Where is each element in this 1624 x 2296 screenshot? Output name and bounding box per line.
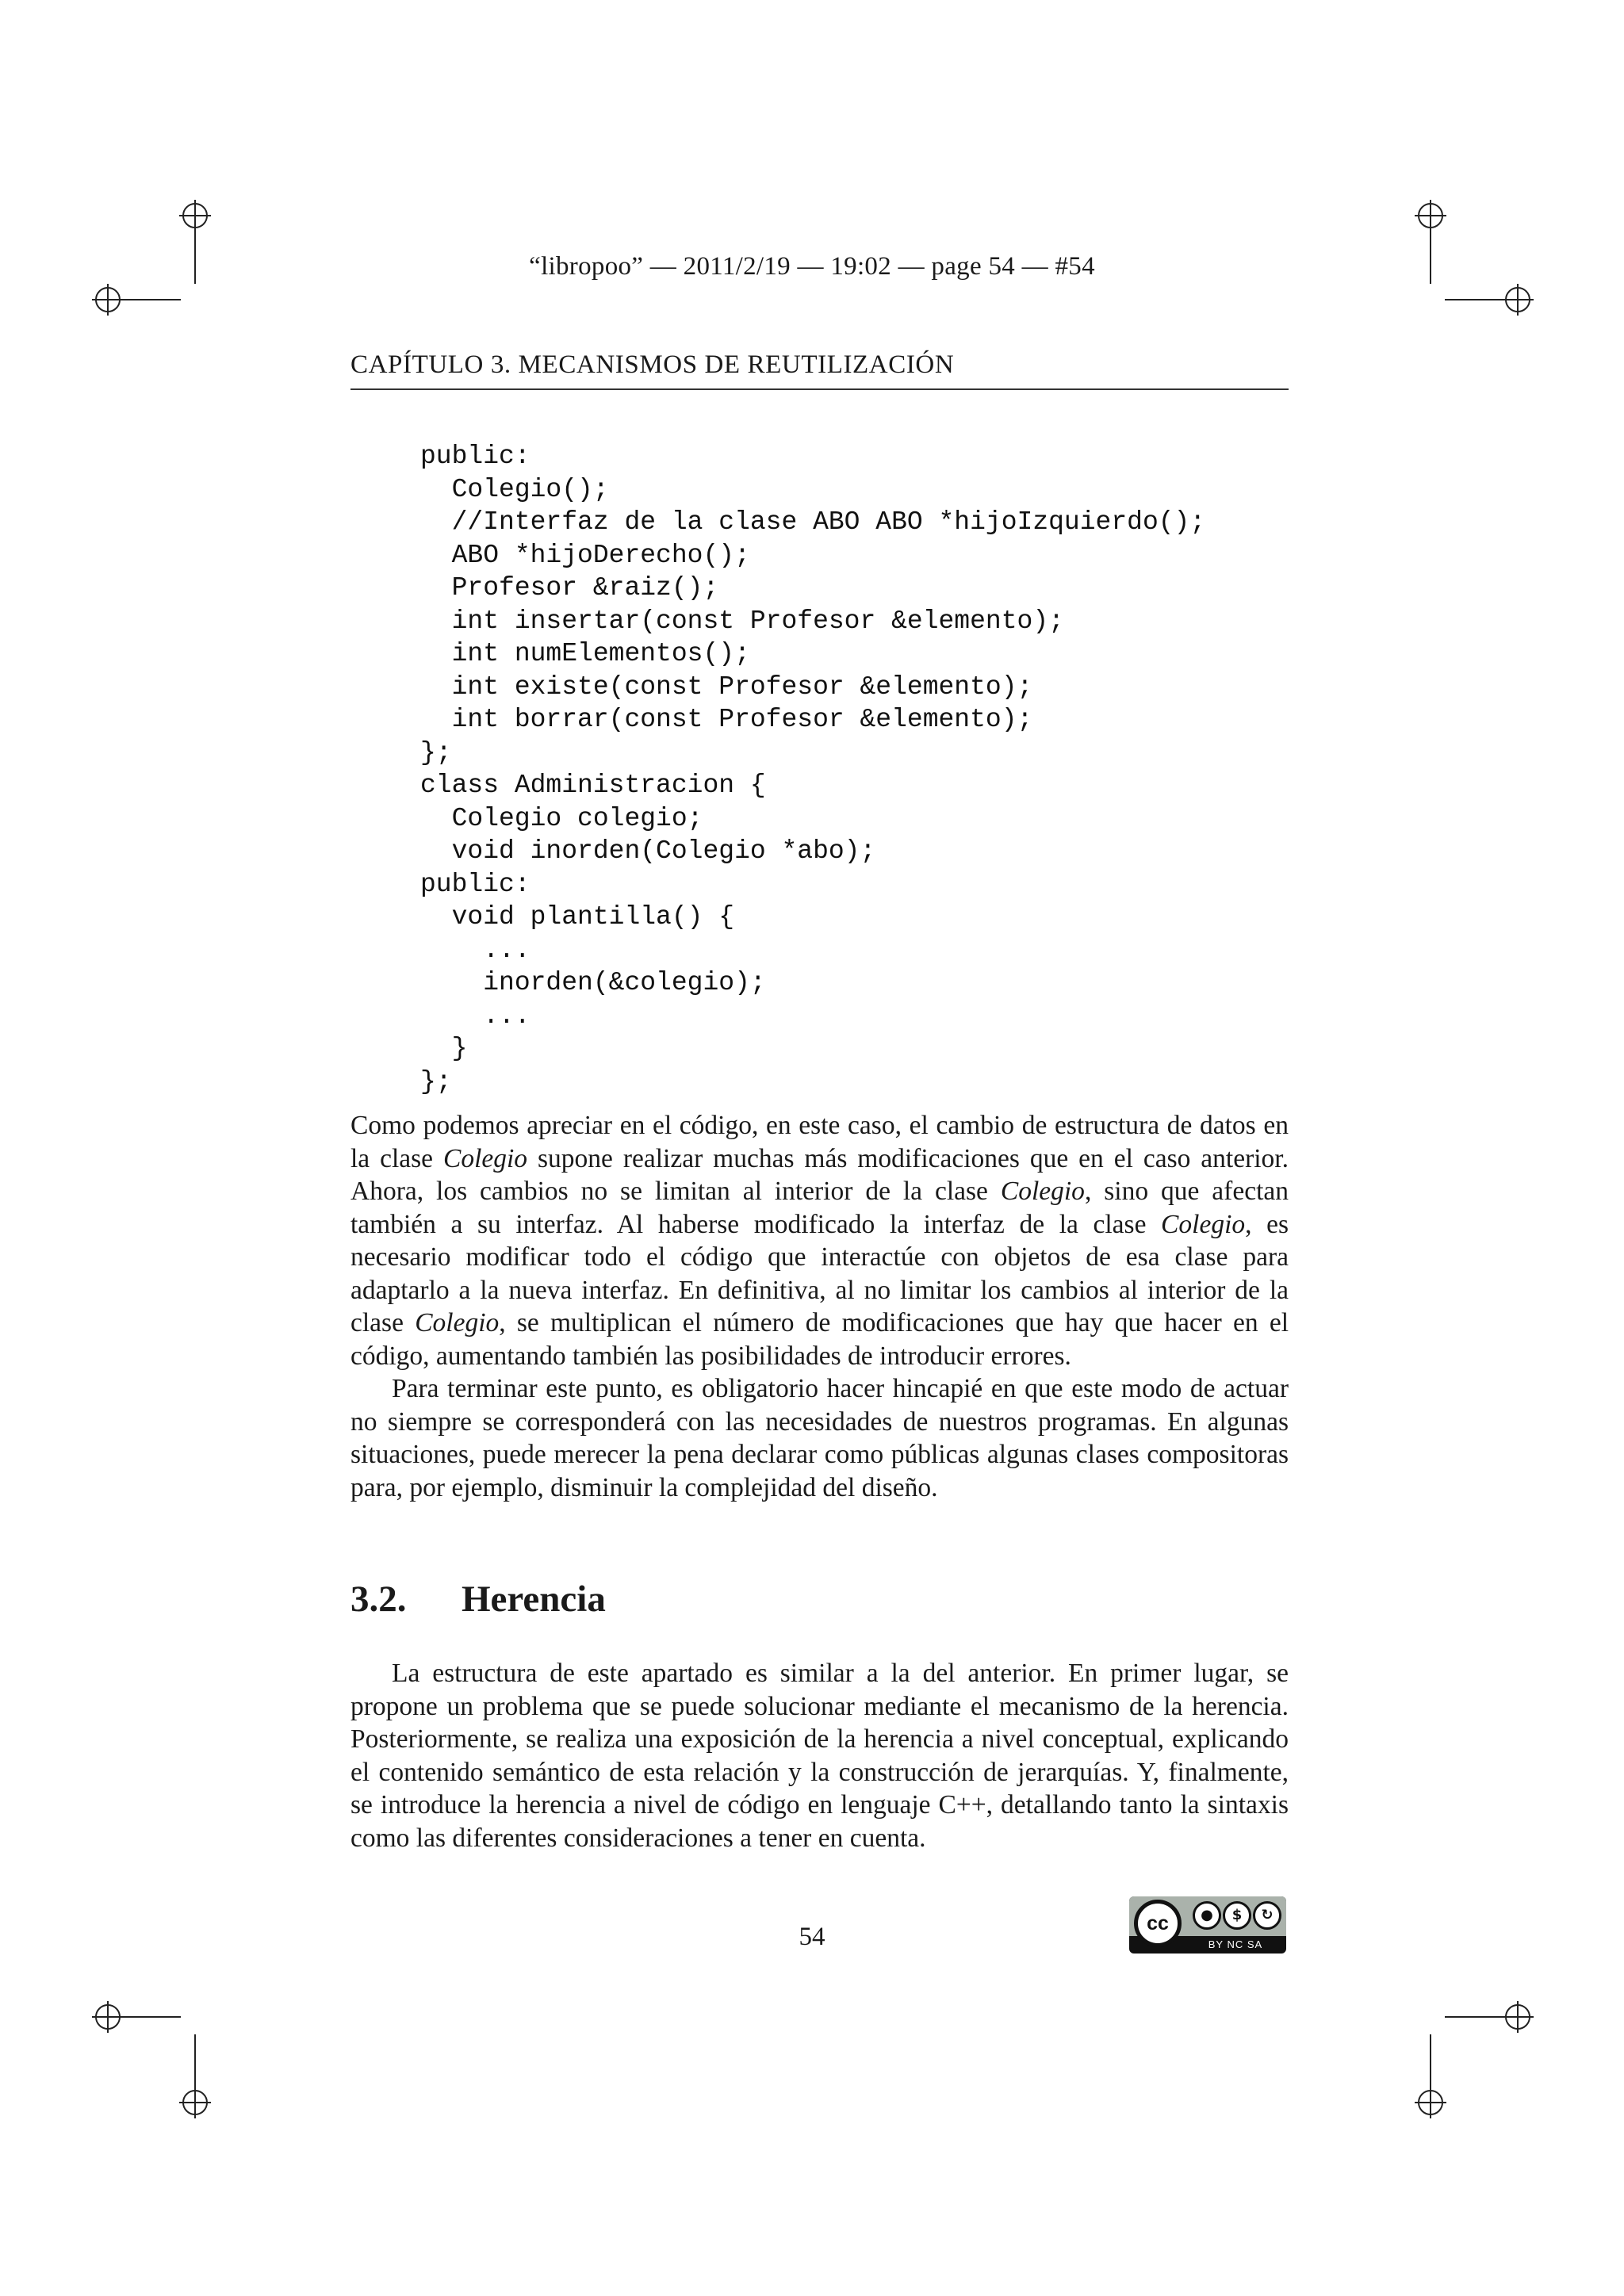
crosshair-circle-icon: [87, 1996, 214, 2123]
section-heading: [350, 1578, 606, 1621]
running-head-rule: [350, 388, 1289, 390]
paragraph: Como podemos apreciar en el código, en este caso, el cambio de estructura de datos en la clase Colegio supone realizar muchas más modificaciones que en el caso anterior. Ahora, los cambios no se limitan al interior de la clase Colegio, sino que afectan también a su interfaz. Al haberse modificado la interfaz de la clase Colegio, es necesario modificar todo el código que interactúe con objetos de esa clase para adaptarlo a la nueva interfaz. En definitiva, al no limitar los cambios al interior de la clase Colegio, se multiplican el número de modificaciones que hay que hacer en el código, aumentando también las posibilidades de introducir errores.: [350, 1111, 1289, 1371]
cc-license-label: BY NC SA: [1208, 1938, 1263, 1950]
attribution-person-icon: ●: [1193, 1901, 1221, 1930]
code-listing: public: Colegio(); //Interfaz de la clase ABO ABO *hijoIzquierdo(); ABO *hijoDerecho(); Profesor &raiz(); int insertar(const Profesor &elemento); int numElementos(); int existe(const Profesor &elemento); int borrar(const Profesor &elemento); }; class Administracion { Colegio colegio; void inorden(Colegio *abo); public: void plantilla() { ... inorden(&colegio); ... } };: [420, 442, 1206, 1096]
crop-mark-bottom-left: [87, 1996, 214, 2123]
creative-commons-icon: cc: [1134, 1900, 1182, 1947]
section-number: 3.2.: [350, 1578, 407, 1620]
paragraph: Para terminar este punto, es obligatorio hacer hincapié en que este modo de actuar no siempre se corresponderá con las necesidades de nuestros programas. En algunas situaciones, puede merecer la pena declarar como públicas algunas clases compositoras para, por ejemplo, disminuir la complejidad del diseño.: [350, 1374, 1289, 1502]
crop-mark-bottom-right: [1411, 1996, 1538, 2123]
page-number: 54: [799, 1923, 825, 1951]
crosshair-circle-icon: [1411, 1996, 1538, 2123]
noncommercial-icon: $: [1223, 1901, 1251, 1930]
body-text: [350, 1109, 1289, 1504]
running-head: CAPÍTULO 3. MECANISMOS DE REUTILIZACIÓN: [350, 350, 955, 379]
section-paragraph: La estructura de este apartado es similar a la del anterior. En primer lugar, se propone un problema que se puede solucionar mediante el mecanismo de la herencia. Posteriormente, se realiza una exposición de la herencia a nivel conceptual, explicando el contenido semántico de esta relación y la construcción de jerarquías. Y, finalmente, se introduce la herencia a nivel de código en lenguaje C++, detallando tanto la sintaxis como las diferentes consideraciones a tener en cuenta.: [350, 1659, 1289, 1853]
cc-license-badge: [1129, 1896, 1286, 1954]
share-alike-icon: ↻: [1253, 1901, 1281, 1930]
section-title: Herencia: [462, 1578, 606, 1620]
draft-header: “libropoo” — 2011/2/19 — 19:02 — page 54 — #54: [529, 252, 1095, 281]
